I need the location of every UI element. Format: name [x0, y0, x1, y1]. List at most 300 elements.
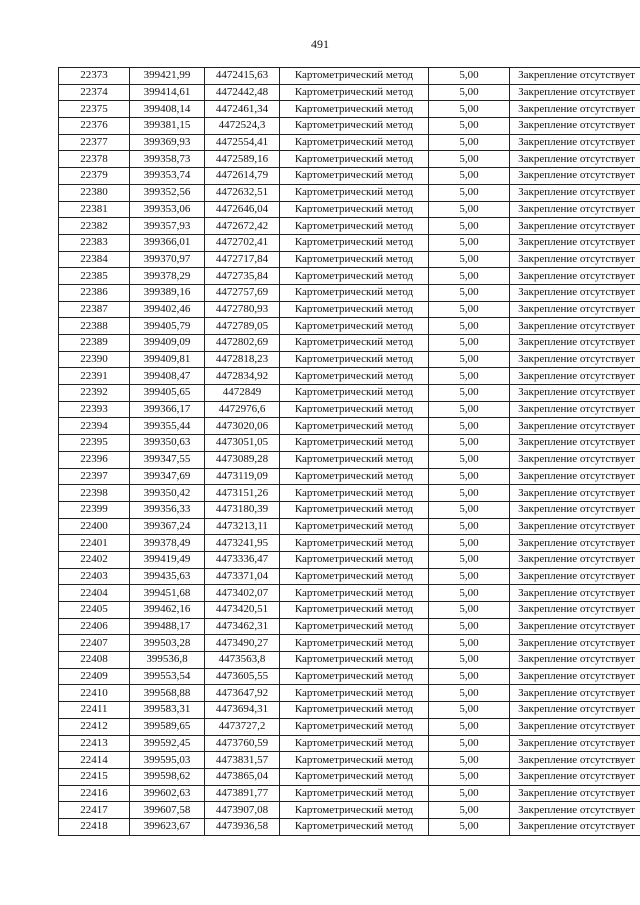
table-row	[59, 568, 640, 585]
table-row	[59, 618, 640, 635]
x-coordinate-cell: 399405,79	[130, 318, 205, 335]
method-cell: Картометрический метод	[280, 351, 429, 368]
fixing-description-cell: Закрепление отсутствует	[510, 318, 640, 335]
y-coordinate-cell: 4473151,26	[205, 485, 280, 502]
fixing-description-cell: Закрепление отсутствует	[510, 351, 640, 368]
y-coordinate-cell: 4473119,09	[205, 468, 280, 485]
y-coordinate-cell: 4473402,07	[205, 585, 280, 602]
y-coordinate-cell: 4473336,47	[205, 551, 280, 568]
table-row	[59, 785, 640, 802]
fixing-description-cell: Закрепление отсутствует	[510, 218, 640, 235]
table-row	[59, 151, 640, 168]
x-coordinate-cell: 399378,49	[130, 535, 205, 552]
method-cell: Картометрический метод	[280, 234, 429, 251]
y-coordinate-cell: 4473490,27	[205, 635, 280, 652]
table-row	[59, 184, 640, 201]
point-number-cell: 22396	[59, 451, 130, 468]
y-coordinate-cell: 4472415,63	[205, 68, 280, 85]
accuracy-cell: 5,00	[429, 335, 510, 352]
table-row	[59, 201, 640, 218]
y-coordinate-cell: 4472672,42	[205, 218, 280, 235]
accuracy-cell: 5,00	[429, 134, 510, 151]
fixing-description-cell: Закрепление отсутствует	[510, 168, 640, 185]
method-cell: Картометрический метод	[280, 101, 429, 118]
point-number-cell: 22379	[59, 168, 130, 185]
coordinates-table	[58, 67, 640, 836]
table-body	[59, 68, 640, 836]
fixing-description-cell: Закрепление отсутствует	[510, 485, 640, 502]
table-row	[59, 84, 640, 101]
fixing-description-cell: Закрепление отсутствует	[510, 468, 640, 485]
table-row	[59, 435, 640, 452]
x-coordinate-cell: 399347,55	[130, 451, 205, 468]
table-row	[59, 268, 640, 285]
y-coordinate-cell: 4473907,08	[205, 802, 280, 819]
x-coordinate-cell: 399536,8	[130, 652, 205, 669]
accuracy-cell: 5,00	[429, 652, 510, 669]
method-cell: Картометрический метод	[280, 518, 429, 535]
fixing-description-cell: Закрепление отсутствует	[510, 101, 640, 118]
table-row	[59, 301, 640, 318]
table-row	[59, 118, 640, 135]
y-coordinate-cell: 4473891,77	[205, 785, 280, 802]
table-row	[59, 818, 640, 835]
y-coordinate-cell: 4472524,3	[205, 118, 280, 135]
accuracy-cell: 5,00	[429, 251, 510, 268]
table-row	[59, 735, 640, 752]
method-cell: Картометрический метод	[280, 435, 429, 452]
y-coordinate-cell: 4472589,16	[205, 151, 280, 168]
fixing-description-cell: Закрепление отсутствует	[510, 68, 640, 85]
fixing-description-cell: Закрепление отсутствует	[510, 184, 640, 201]
method-cell: Картометрический метод	[280, 802, 429, 819]
accuracy-cell: 5,00	[429, 752, 510, 769]
method-cell: Картометрический метод	[280, 585, 429, 602]
method-cell: Картометрический метод	[280, 318, 429, 335]
y-coordinate-cell: 4473462,31	[205, 618, 280, 635]
accuracy-cell: 5,00	[429, 785, 510, 802]
fixing-description-cell: Закрепление отсутствует	[510, 535, 640, 552]
table-row	[59, 551, 640, 568]
accuracy-cell: 5,00	[429, 818, 510, 835]
point-number-cell: 22400	[59, 518, 130, 535]
method-cell: Картометрический метод	[280, 551, 429, 568]
point-number-cell: 22376	[59, 118, 130, 135]
table-row	[59, 635, 640, 652]
point-number-cell: 22418	[59, 818, 130, 835]
point-number-cell: 22387	[59, 301, 130, 318]
accuracy-cell: 5,00	[429, 585, 510, 602]
point-number-cell: 22408	[59, 652, 130, 669]
accuracy-cell: 5,00	[429, 702, 510, 719]
point-number-cell: 22393	[59, 401, 130, 418]
table-row	[59, 702, 640, 719]
fixing-description-cell: Закрепление отсутствует	[510, 718, 640, 735]
table-row	[59, 485, 640, 502]
table-row	[59, 134, 640, 151]
y-coordinate-cell: 4473020,06	[205, 418, 280, 435]
point-number-cell: 22392	[59, 385, 130, 402]
fixing-description-cell: Закрепление отсутствует	[510, 785, 640, 802]
fixing-description-cell: Закрепление отсутствует	[510, 418, 640, 435]
method-cell: Картометрический метод	[280, 134, 429, 151]
x-coordinate-cell: 399350,63	[130, 435, 205, 452]
method-cell: Картометрический метод	[280, 685, 429, 702]
x-coordinate-cell: 399451,68	[130, 585, 205, 602]
x-coordinate-cell: 399595,03	[130, 752, 205, 769]
table-row	[59, 318, 640, 335]
method-cell: Картометрический метод	[280, 535, 429, 552]
fixing-description-cell: Закрепление отсутствует	[510, 685, 640, 702]
y-coordinate-cell: 4472849	[205, 385, 280, 402]
point-number-cell: 22397	[59, 468, 130, 485]
table-row	[59, 602, 640, 619]
y-coordinate-cell: 4473865,04	[205, 768, 280, 785]
accuracy-cell: 5,00	[429, 168, 510, 185]
point-number-cell: 22377	[59, 134, 130, 151]
point-number-cell: 22373	[59, 68, 130, 85]
y-coordinate-cell: 4473563,8	[205, 652, 280, 669]
y-coordinate-cell: 4472614,79	[205, 168, 280, 185]
y-coordinate-cell: 4472789,05	[205, 318, 280, 335]
accuracy-cell: 5,00	[429, 401, 510, 418]
accuracy-cell: 5,00	[429, 518, 510, 535]
x-coordinate-cell: 399435,63	[130, 568, 205, 585]
method-cell: Картометрический метод	[280, 418, 429, 435]
y-coordinate-cell: 4472442,48	[205, 84, 280, 101]
x-coordinate-cell: 399356,33	[130, 501, 205, 518]
y-coordinate-cell: 4473089,28	[205, 451, 280, 468]
y-coordinate-cell: 4472717,84	[205, 251, 280, 268]
table-row	[59, 351, 640, 368]
method-cell: Картометрический метод	[280, 368, 429, 385]
method-cell: Картометрический метод	[280, 568, 429, 585]
point-number-cell: 22413	[59, 735, 130, 752]
y-coordinate-cell: 4473371,04	[205, 568, 280, 585]
fixing-description-cell: Закрепление отсутствует	[510, 335, 640, 352]
fixing-description-cell: Закрепление отсутствует	[510, 501, 640, 518]
accuracy-cell: 5,00	[429, 735, 510, 752]
table-row	[59, 335, 640, 352]
point-number-cell: 22399	[59, 501, 130, 518]
method-cell: Картометрический метод	[280, 118, 429, 135]
method-cell: Картометрический метод	[280, 718, 429, 735]
accuracy-cell: 5,00	[429, 385, 510, 402]
x-coordinate-cell: 399408,14	[130, 101, 205, 118]
fixing-description-cell: Закрепление отсутствует	[510, 568, 640, 585]
fixing-description-cell: Закрепление отсутствует	[510, 618, 640, 635]
x-coordinate-cell: 399369,93	[130, 134, 205, 151]
accuracy-cell: 5,00	[429, 568, 510, 585]
accuracy-cell: 5,00	[429, 802, 510, 819]
accuracy-cell: 5,00	[429, 485, 510, 502]
fixing-description-cell: Закрепление отсутствует	[510, 301, 640, 318]
accuracy-cell: 5,00	[429, 351, 510, 368]
table-row	[59, 752, 640, 769]
method-cell: Картометрический метод	[280, 385, 429, 402]
point-number-cell: 22411	[59, 702, 130, 719]
point-number-cell: 22409	[59, 668, 130, 685]
y-coordinate-cell: 4472780,93	[205, 301, 280, 318]
method-cell: Картометрический метод	[280, 201, 429, 218]
table-row	[59, 652, 640, 669]
method-cell: Картометрический метод	[280, 151, 429, 168]
x-coordinate-cell: 399488,17	[130, 618, 205, 635]
accuracy-cell: 5,00	[429, 68, 510, 85]
point-number-cell: 22380	[59, 184, 130, 201]
method-cell: Картометрический метод	[280, 84, 429, 101]
y-coordinate-cell: 4473241,95	[205, 535, 280, 552]
method-cell: Картометрический метод	[280, 168, 429, 185]
x-coordinate-cell: 399367,24	[130, 518, 205, 535]
x-coordinate-cell: 399568,88	[130, 685, 205, 702]
table-row	[59, 251, 640, 268]
method-cell: Картометрический метод	[280, 785, 429, 802]
fixing-description-cell: Закрепление отсутствует	[510, 134, 640, 151]
method-cell: Картометрический метод	[280, 451, 429, 468]
table-row	[59, 802, 640, 819]
method-cell: Картометрический метод	[280, 668, 429, 685]
x-coordinate-cell: 399355,44	[130, 418, 205, 435]
y-coordinate-cell: 4472461,34	[205, 101, 280, 118]
point-number-cell: 22395	[59, 435, 130, 452]
method-cell: Картометрический метод	[280, 284, 429, 301]
accuracy-cell: 5,00	[429, 551, 510, 568]
fixing-description-cell: Закрепление отсутствует	[510, 768, 640, 785]
x-coordinate-cell: 399378,29	[130, 268, 205, 285]
accuracy-cell: 5,00	[429, 301, 510, 318]
point-number-cell: 22386	[59, 284, 130, 301]
accuracy-cell: 5,00	[429, 668, 510, 685]
y-coordinate-cell: 4473936,58	[205, 818, 280, 835]
method-cell: Картометрический метод	[280, 401, 429, 418]
fixing-description-cell: Закрепление отсутствует	[510, 268, 640, 285]
point-number-cell: 22383	[59, 234, 130, 251]
method-cell: Картометрический метод	[280, 335, 429, 352]
page-number: 491	[311, 37, 329, 51]
point-number-cell: 22384	[59, 251, 130, 268]
point-number-cell: 22374	[59, 84, 130, 101]
x-coordinate-cell: 399462,16	[130, 602, 205, 619]
point-number-cell: 22410	[59, 685, 130, 702]
x-coordinate-cell: 399602,63	[130, 785, 205, 802]
fixing-description-cell: Закрепление отсутствует	[510, 635, 640, 652]
method-cell: Картометрический метод	[280, 251, 429, 268]
table-row	[59, 518, 640, 535]
accuracy-cell: 5,00	[429, 685, 510, 702]
fixing-description-cell: Закрепление отсутствует	[510, 668, 640, 685]
accuracy-cell: 5,00	[429, 468, 510, 485]
point-number-cell: 22378	[59, 151, 130, 168]
x-coordinate-cell: 399598,62	[130, 768, 205, 785]
method-cell: Картометрический метод	[280, 485, 429, 502]
method-cell: Картометрический метод	[280, 618, 429, 635]
table-row	[59, 284, 640, 301]
accuracy-cell: 5,00	[429, 268, 510, 285]
fixing-description-cell: Закрепление отсутствует	[510, 201, 640, 218]
y-coordinate-cell: 4473051,05	[205, 435, 280, 452]
x-coordinate-cell: 399405,65	[130, 385, 205, 402]
method-cell: Картометрический метод	[280, 501, 429, 518]
method-cell: Картометрический метод	[280, 268, 429, 285]
point-number-cell: 22414	[59, 752, 130, 769]
accuracy-cell: 5,00	[429, 84, 510, 101]
fixing-description-cell: Закрепление отсутствует	[510, 84, 640, 101]
x-coordinate-cell: 399553,54	[130, 668, 205, 685]
y-coordinate-cell: 4473180,39	[205, 501, 280, 518]
y-coordinate-cell: 4473605,55	[205, 668, 280, 685]
fixing-description-cell: Закрепление отсутствует	[510, 702, 640, 719]
method-cell: Картометрический метод	[280, 768, 429, 785]
fixing-description-cell: Закрепление отсутствует	[510, 818, 640, 835]
table-row	[59, 401, 640, 418]
fixing-description-cell: Закрепление отсутствует	[510, 585, 640, 602]
x-coordinate-cell: 399352,56	[130, 184, 205, 201]
fixing-description-cell: Закрепление отсутствует	[510, 735, 640, 752]
fixing-description-cell: Закрепление отсутствует	[510, 451, 640, 468]
point-number-cell: 22405	[59, 602, 130, 619]
y-coordinate-cell: 4473694,31	[205, 702, 280, 719]
x-coordinate-cell: 399503,28	[130, 635, 205, 652]
accuracy-cell: 5,00	[429, 218, 510, 235]
fixing-description-cell: Закрепление отсутствует	[510, 401, 640, 418]
fixing-description-cell: Закрепление отсутствует	[510, 518, 640, 535]
x-coordinate-cell: 399357,93	[130, 218, 205, 235]
accuracy-cell: 5,00	[429, 501, 510, 518]
point-number-cell: 22407	[59, 635, 130, 652]
method-cell: Картометрический метод	[280, 218, 429, 235]
accuracy-cell: 5,00	[429, 234, 510, 251]
y-coordinate-cell: 4473831,57	[205, 752, 280, 769]
table-row	[59, 68, 640, 85]
fixing-description-cell: Закрепление отсутствует	[510, 435, 640, 452]
point-number-cell: 22382	[59, 218, 130, 235]
fixing-description-cell: Закрепление отсутствует	[510, 234, 640, 251]
y-coordinate-cell: 4472976,6	[205, 401, 280, 418]
fixing-description-cell: Закрепление отсутствует	[510, 251, 640, 268]
y-coordinate-cell: 4473213,11	[205, 518, 280, 535]
x-coordinate-cell: 399402,46	[130, 301, 205, 318]
table-row	[59, 585, 640, 602]
method-cell: Картометрический метод	[280, 301, 429, 318]
accuracy-cell: 5,00	[429, 635, 510, 652]
method-cell: Картометрический метод	[280, 652, 429, 669]
y-coordinate-cell: 4473420,51	[205, 602, 280, 619]
accuracy-cell: 5,00	[429, 201, 510, 218]
fixing-description-cell: Закрепление отсутствует	[510, 284, 640, 301]
x-coordinate-cell: 399589,65	[130, 718, 205, 735]
y-coordinate-cell: 4473760,59	[205, 735, 280, 752]
fixing-description-cell: Закрепление отсутствует	[510, 652, 640, 669]
point-number-cell: 22412	[59, 718, 130, 735]
x-coordinate-cell: 399350,42	[130, 485, 205, 502]
table-row	[59, 501, 640, 518]
accuracy-cell: 5,00	[429, 284, 510, 301]
point-number-cell: 22416	[59, 785, 130, 802]
accuracy-cell: 5,00	[429, 151, 510, 168]
x-coordinate-cell: 399419,49	[130, 551, 205, 568]
table-row	[59, 368, 640, 385]
accuracy-cell: 5,00	[429, 418, 510, 435]
accuracy-cell: 5,00	[429, 718, 510, 735]
x-coordinate-cell: 399381,15	[130, 118, 205, 135]
method-cell: Картометрический метод	[280, 184, 429, 201]
fixing-description-cell: Закрепление отсутствует	[510, 551, 640, 568]
table-row	[59, 535, 640, 552]
method-cell: Картометрический метод	[280, 702, 429, 719]
point-number-cell: 22394	[59, 418, 130, 435]
x-coordinate-cell: 399408,47	[130, 368, 205, 385]
table-row	[59, 101, 640, 118]
accuracy-cell: 5,00	[429, 101, 510, 118]
point-number-cell: 22391	[59, 368, 130, 385]
accuracy-cell: 5,00	[429, 118, 510, 135]
x-coordinate-cell: 399353,74	[130, 168, 205, 185]
x-coordinate-cell: 399370,97	[130, 251, 205, 268]
point-number-cell: 22375	[59, 101, 130, 118]
fixing-description-cell: Закрепление отсутствует	[510, 802, 640, 819]
y-coordinate-cell: 4472834,92	[205, 368, 280, 385]
table-row	[59, 468, 640, 485]
x-coordinate-cell: 399389,16	[130, 284, 205, 301]
y-coordinate-cell: 4472802,69	[205, 335, 280, 352]
point-number-cell: 22406	[59, 618, 130, 635]
table-row	[59, 385, 640, 402]
accuracy-cell: 5,00	[429, 535, 510, 552]
accuracy-cell: 5,00	[429, 451, 510, 468]
method-cell: Картометрический метод	[280, 68, 429, 85]
table-row	[59, 685, 640, 702]
method-cell: Картометрический метод	[280, 735, 429, 752]
y-coordinate-cell: 4473647,92	[205, 685, 280, 702]
y-coordinate-cell: 4472735,84	[205, 268, 280, 285]
table-row	[59, 718, 640, 735]
x-coordinate-cell: 399414,61	[130, 84, 205, 101]
table-row	[59, 234, 640, 251]
table-row	[59, 451, 640, 468]
point-number-cell: 22403	[59, 568, 130, 585]
method-cell: Картометрический метод	[280, 468, 429, 485]
method-cell: Картометрический метод	[280, 818, 429, 835]
table-row	[59, 668, 640, 685]
x-coordinate-cell: 399366,17	[130, 401, 205, 418]
x-coordinate-cell: 399409,81	[130, 351, 205, 368]
x-coordinate-cell: 399358,73	[130, 151, 205, 168]
point-number-cell: 22390	[59, 351, 130, 368]
method-cell: Картометрический метод	[280, 752, 429, 769]
point-number-cell: 22401	[59, 535, 130, 552]
fixing-description-cell: Закрепление отсутствует	[510, 385, 640, 402]
y-coordinate-cell: 4473727,2	[205, 718, 280, 735]
y-coordinate-cell: 4472818,23	[205, 351, 280, 368]
point-number-cell: 22388	[59, 318, 130, 335]
table-row	[59, 768, 640, 785]
fixing-description-cell: Закрепление отсутствует	[510, 368, 640, 385]
point-number-cell: 22415	[59, 768, 130, 785]
x-coordinate-cell: 399607,58	[130, 802, 205, 819]
accuracy-cell: 5,00	[429, 602, 510, 619]
point-number-cell: 22385	[59, 268, 130, 285]
x-coordinate-cell: 399353,06	[130, 201, 205, 218]
table-row	[59, 418, 640, 435]
point-number-cell: 22398	[59, 485, 130, 502]
method-cell: Картометрический метод	[280, 635, 429, 652]
x-coordinate-cell: 399583,31	[130, 702, 205, 719]
point-number-cell: 22389	[59, 335, 130, 352]
y-coordinate-cell: 4472646,04	[205, 201, 280, 218]
fixing-description-cell: Закрепление отсутствует	[510, 752, 640, 769]
table-row	[59, 218, 640, 235]
